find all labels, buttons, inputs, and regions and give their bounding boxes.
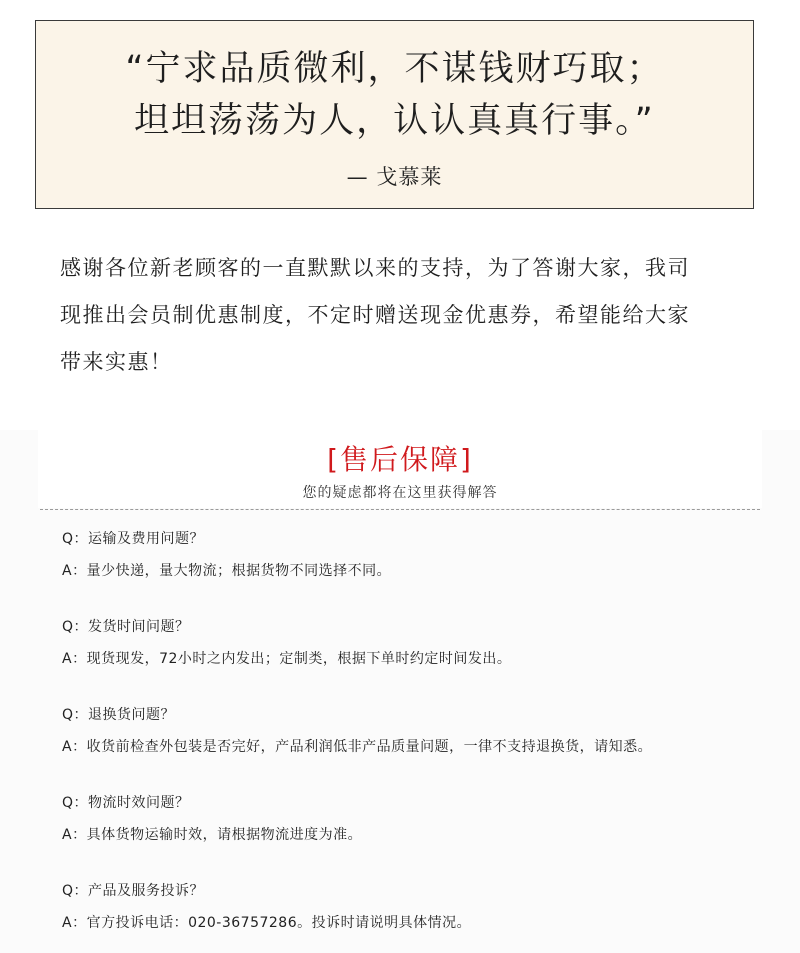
quote-author: — 戈慕莱 — [346, 165, 443, 189]
dashed-divider — [40, 509, 760, 510]
faq-item — [62, 617, 762, 705]
quote-box — [35, 20, 754, 209]
after-sales-header — [38, 430, 762, 508]
quote-line-2: 坦坦荡荡为人，认认真真行事。” — [134, 101, 655, 141]
intro-line-3: 带来实惠！ — [60, 350, 173, 374]
after-sales-title: [售后保障] — [327, 443, 473, 476]
intro-paragraph — [60, 245, 750, 386]
faq-item — [62, 529, 762, 617]
faq-answer: A：现货现发，72小时之内发出；定制类，根据下单时约定时间发出。 — [62, 651, 512, 667]
faq-question: Q：发货时间问题？ — [62, 619, 190, 635]
faq-answer: A：具体货物运输时效，请根据物流进度为准。 — [62, 827, 363, 843]
faq-answer: A：官方投诉电话：020-36757286。投诉时请说明具体情况。 — [62, 915, 472, 931]
faq-question: Q：产品及服务投诉？ — [62, 883, 205, 899]
faq-question: Q：退换货问题？ — [62, 707, 176, 723]
faq-question: Q：运输及费用问题？ — [62, 531, 205, 547]
after-sales-subtitle: 您的疑虑都将在这里获得解答 — [302, 485, 498, 501]
faq-answer: A：收货前检查外包装是否完好，产品利润低非产品质量问题，一律不支持退换货，请知悉。 — [62, 739, 653, 755]
faq-item — [62, 705, 762, 793]
faq-question: Q：物流时效问题？ — [62, 795, 190, 811]
intro-line-2: 现推出会员制优惠制度，不定时赠送现金优惠券，希望能给大家 — [60, 303, 690, 327]
quote-text — [36, 43, 753, 147]
faq-item — [62, 881, 762, 953]
after-sales-panel — [0, 430, 800, 953]
intro-line-1: 感谢各位新老顾客的一直默默以来的支持，为了答谢大家，我司 — [60, 256, 690, 280]
quote-line-1: “宁求品质微利，不谋钱财巧取； — [125, 49, 664, 89]
faq-item — [62, 793, 762, 881]
faq-answer: A：量少快递，量大物流；根据货物不同选择不同。 — [62, 563, 392, 579]
faq-list — [62, 529, 762, 953]
